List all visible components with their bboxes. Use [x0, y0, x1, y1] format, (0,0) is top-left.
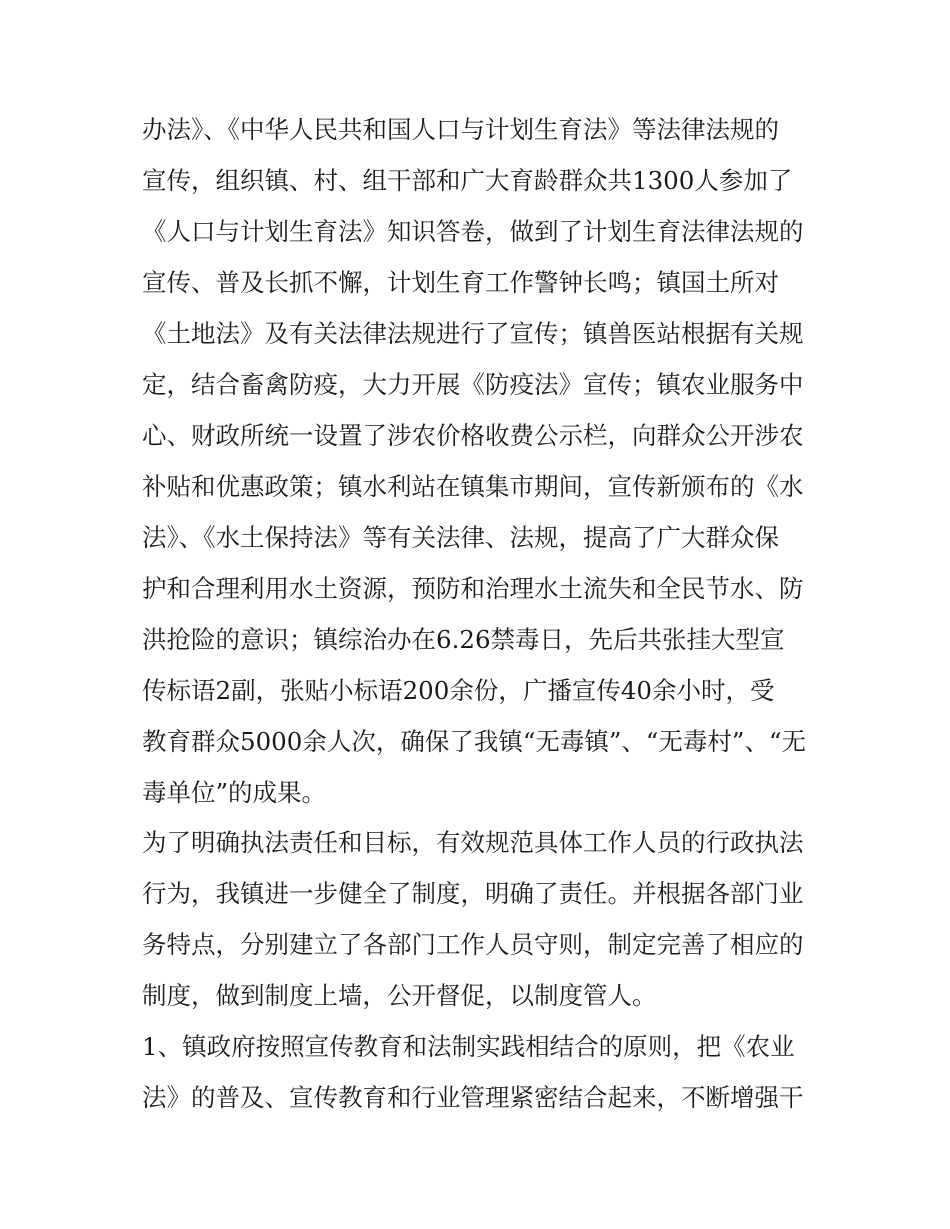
text-line: 毒单位”的成果。	[142, 778, 327, 807]
text-line: 洪抢险的意识；镇综治办在6.26禁毒日，先后共张挂大型宣	[142, 625, 785, 654]
text-line: 制度，做到制度上墙，公开督促，以制度管人。	[142, 981, 657, 1010]
text-line: 宣传、普及长抓不懈，计划生育工作警钟长鸣；镇国土所对	[142, 268, 779, 297]
text-line: 行为，我镇进一步健全了制度，明确了责任。并根据各部门业	[142, 879, 804, 908]
text-line: 教育群众5000余人次，确保了我镇“无毒镇”、“无毒村”、“无	[142, 727, 806, 756]
text-line: 《人口与计划生育法》知识答卷，做到了计划生育法律法规的	[142, 217, 804, 246]
text-line: 《土地法》及有关法律法规进行了宣传；镇兽医站根据有关规	[142, 319, 804, 348]
text-line: 办法》、《中华人民共和国人口与计划生育法》等法律法规的	[142, 115, 779, 144]
text-line: 护和合理利用水土资源，预防和治理水土流失和全民节水、防	[142, 574, 804, 603]
text-line: 补贴和优惠政策；镇水利站在镇集市期间，宣传新颁布的《水	[142, 472, 804, 501]
text-line: 为了明确执法责任和目标，有效规范具体工作人员的行政执法	[142, 828, 804, 857]
text-line: 定，结合畜禽防疫，大力开展《防疫法》宣传；镇农业服务中	[142, 370, 804, 399]
text-line: 法》、《水土保持法》等有关法律、法规，提高了广大群众保	[142, 523, 779, 552]
text-line: 法》的普及、宣传教育和行业管理紧密结合起来，不断增强干	[142, 1083, 804, 1112]
text-line: 务特点，分别建立了各部门工作人员守则，制定完善了相应的	[142, 930, 804, 959]
text-line: 传标语2副，张贴小标语200余份，广播宣传40余小时，受	[142, 676, 775, 705]
text-line: 心、财政所统一设置了涉农价格收费公示栏，向群众公开涉农	[142, 421, 804, 450]
text-line: 1、镇政府按照宣传教育和法制实践相结合的原则，把《农业	[142, 1032, 795, 1061]
text-line: 宣传，组织镇、村、组干部和广大育龄群众共1300人参加了	[142, 166, 793, 195]
